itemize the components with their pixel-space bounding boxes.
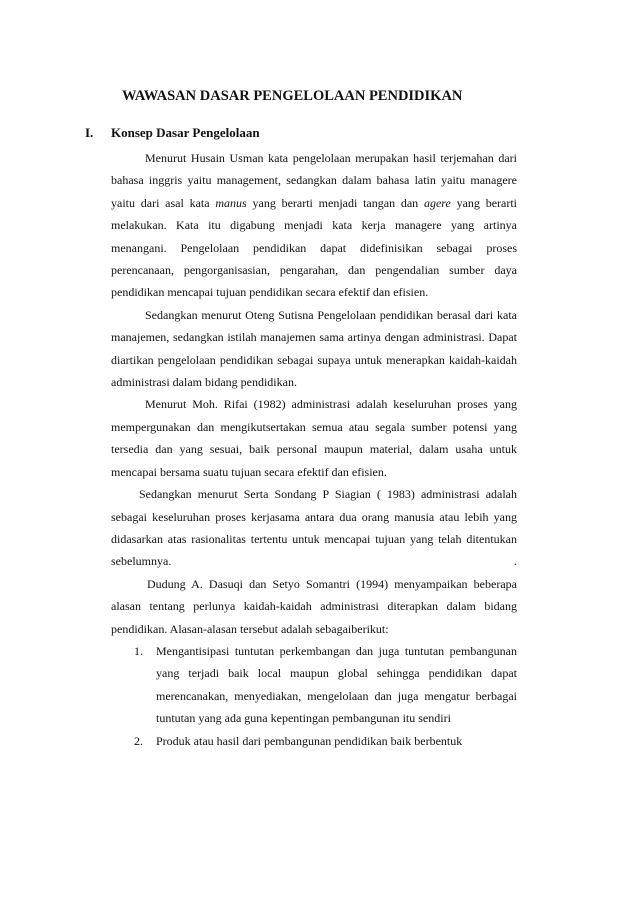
- section-number: I.: [85, 125, 94, 140]
- paragraph-4: [111, 483, 517, 573]
- list-item-text: Produk atau hasil dari pembangunan pendidikan baik berbentuk: [156, 733, 463, 748]
- paragraph-1-part-e: yang berarti melakukan. Kata itu digabung menjadi kata kerja managere yang artinya menangani. Pengelolaan pendidikan dapat didefinisikan sebagai proses perencanaan, pengorganisasian, pengarahan, dan pengendalian sumber daya pendidikan mencapai tujuan pendidikan secara efektif dan efisien.: [111, 195, 518, 300]
- section-heading-text: Konsep Dasar Pengelolaan: [111, 125, 260, 140]
- list-item-text: Mengantisipasi tuntutan perkembangan dan juga tuntutan pembangunan yang terjadi baik local maupun global sehingga pendidikan dapat merencanakan, menyediakan, mengelolaan dan juga mengatur berbagai tuntutan yang ada guna kepentingan pembangunan itu sendiri: [156, 643, 517, 726]
- paragraph-1: [111, 147, 517, 304]
- list-item-number: 2.: [134, 733, 143, 748]
- page-title: WAWASAN DASAR PENGELOLAAN PENDIDIKAN: [122, 88, 463, 104]
- term-agere: agere: [423, 195, 451, 210]
- trailing-dot: .: [514, 554, 517, 569]
- list-item: [111, 730, 517, 752]
- reason-list: [111, 640, 517, 752]
- list-item-number: 1.: [134, 643, 143, 658]
- section-heading: [85, 125, 260, 141]
- paragraph-4-text: Sedangkan menurut Serta Sondang P Siagian ( 1983) administrasi adalah sebagai keseluruhan proses kerjasama antara dua orang manusia atau lebih yang didasarkan atas rasionalitas tertentu untuk mencapai tujuan yang telah ditentukan sebelumnya.: [111, 487, 517, 569]
- paragraph-1-part-a: Menurut Husain Usman kata pengelolaan merupakan hasil terjemahan dari bahasa inggris yaitu management, sedangkan dalam bahasa latin yaitu managere yaitu dari asal kata: [111, 151, 517, 210]
- paragraph-2: Sedangkan menurut Oteng Sutisna Pengelolaan pendidikan berasal dari kata manajemen, sedangkan istilah manajemen sama artinya dengan administrasi. Dapat diartikan pengelolaan pendidikan sebagai supaya untuk menerapkan kaidah-kaidah administrasi dalam bidang pendidikan.: [111, 307, 517, 390]
- paragraph-5: Dudung A. Dasuqi dan Setyo Somantri (1994) menyampaikan beberapa alasan tentang perlunya kaidah-kaidah administrasi diterapkan dalam bidang pendidikan. Alasan-alasan tersebut adalah sebagaiberikut:: [111, 576, 517, 636]
- paragraph-1-part-c: yang berarti menjadi tangan dan: [246, 195, 424, 210]
- term-manus: manus: [215, 195, 247, 210]
- paragraph-3: Menurut Moh. Rifai (1982) administrasi adalah keseluruhan proses yang mempergunakan dan mengikutsertakan semua atau segala sumber potensi yang tersedia dan yang sesuai, baik personal maupun material, dalam usaha untuk mencapai bersama suatu tujuan secara efektif dan efisien.: [111, 397, 517, 479]
- body-text: [111, 147, 517, 752]
- list-item: [111, 640, 517, 730]
